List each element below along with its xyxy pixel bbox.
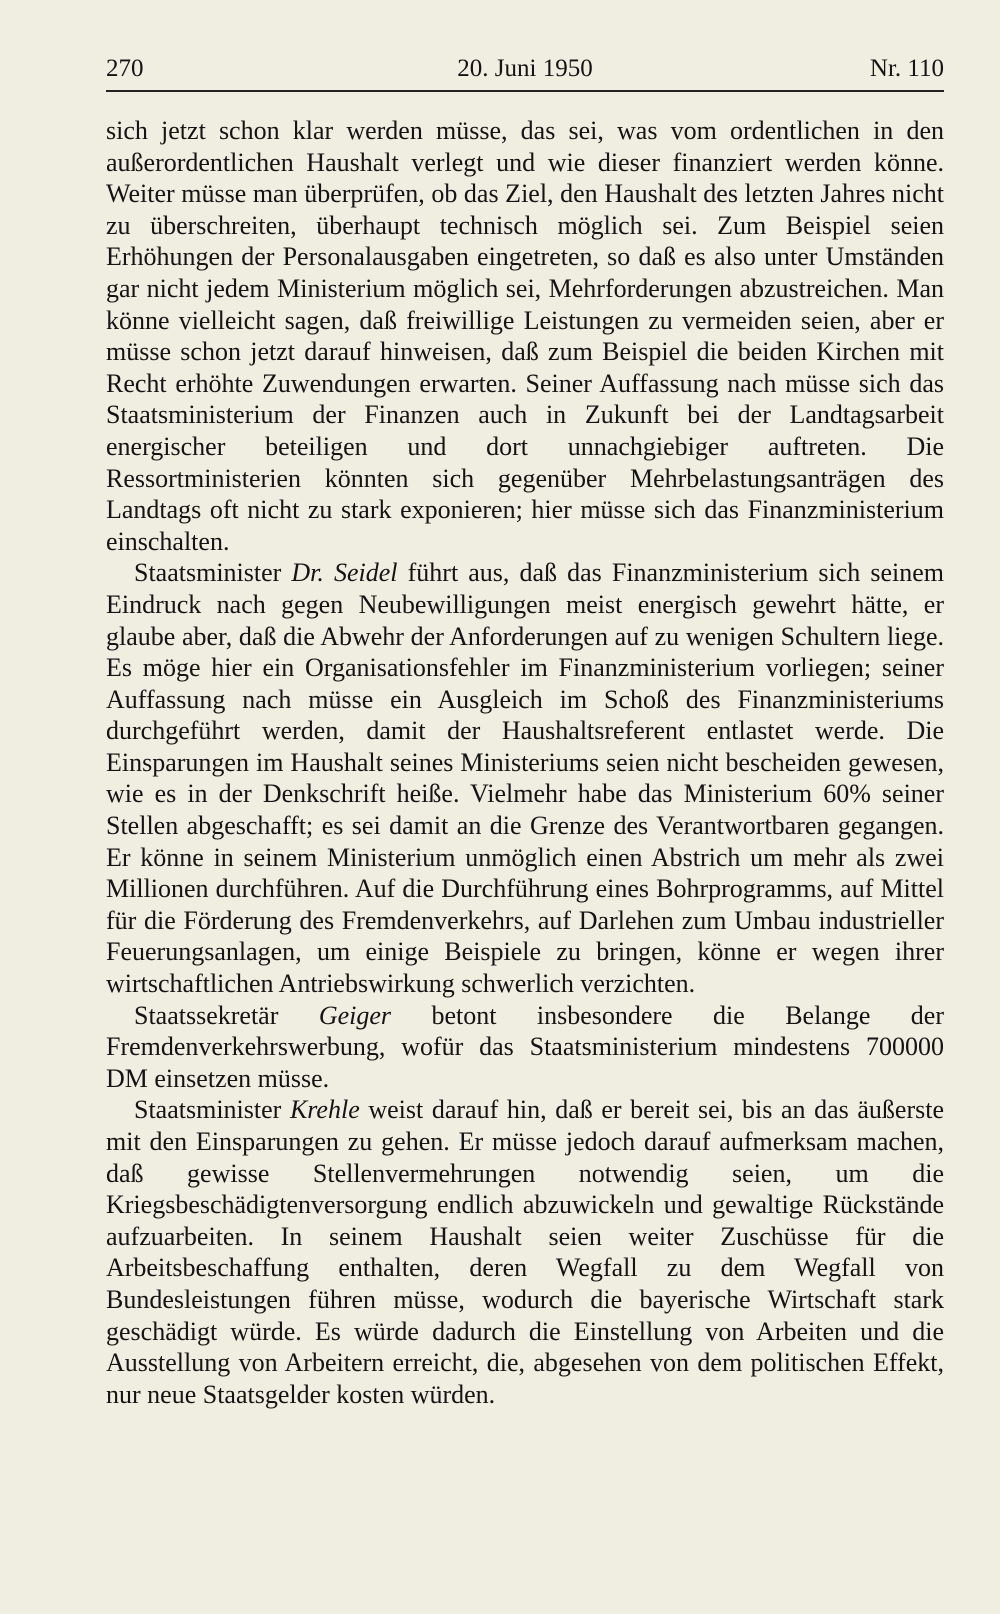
speaker-title: Staatsminister (134, 1095, 290, 1125)
page-number: 270 (106, 55, 144, 82)
speaker-title: Staatssekretär (134, 1000, 319, 1030)
paragraph-text: weist darauf hin, daß er bereit sei, bis an das äußerste mit den Einsparungen zu gehen. Er müsse jedoch darauf aufmerksam machen, daß gewisse Stellenvermehrungen notwendig seien, um die Kriegsbeschädigtenversorgung endlich abzuwickeln und gewaltige Rückstände aufzuarbeiten. In seinem Haushalt seien weiter Zuschüsse für die Arbeitsbeschaffung enthalten, deren Wegfall zu dem Wegfall von Bundesleistungen führen müsse, wodurch die bayerische Wirtschaft stark geschädigt würde. Es würde dadurch die Einstellung von Arbeiten und die Ausstellung von Arbeitern erreicht, die, abgesehen von dem politischen Effekt, nur neue Staatsgelder kosten würden. (106, 1095, 944, 1409)
paragraph-krehle (106, 1094, 944, 1410)
page-header (106, 50, 944, 92)
header-issue-number: Nr. 110 (869, 55, 944, 82)
header-date: 20. Juni 1950 (457, 55, 593, 82)
speaker-name: Krehle (289, 1095, 360, 1125)
paragraph-text: sich jetzt schon klar werden müsse, das sei, was vom ordentlichen in den außerordentlichen Haushalt verlegt und wie dieser finanziert werden könne. Weiter müsse man überprüfen, ob das Ziel, den Haushalt des letzten Jahres nicht zu überschreiten, überhaupt technisch möglich sei. Zum Beispiel seien Erhöhungen der Personalausgaben eingetreten, so daß es also unter Umständen gar nicht jedem Ministerium möglich sei, Mehrforderungen abzustreichen. Man könne vielleicht sagen, daß freiwillige Leistungen zu vermeiden seien, aber er müsse schon jetzt darauf hinweisen, daß zum Beispiel die beiden Kirchen mit Recht erhöhte Zuwendungen erwarten. Seiner Auffassung nach müsse sich das Staatsministerium der Finanzen auch in Zukunft bei der Landtagsarbeit energischer beteiligen und dort unnachgiebiger auftreten. Die Ressortministerien könnten sich gegenüber Mehrbelastungsanträgen des Landtags oft nicht zu stark exponieren; hier müsse sich das Finanzministerium einschalten. (106, 116, 944, 556)
paragraph-text: führt aus, daß das Finanzministerium sich seinem Eindruck nach gegen Neubewilligungen meist energisch gewehrt hätte, er glaube aber, daß die Abwehr der Anforderungen auf zu wenigen Schultern liege. Es möge hier ein Organisationsfehler im Finanzministerium vorliegen; seiner Auffassung nach müsse ein Ausgleich im Schoß des Finanzministeriums durchgeführt werden, damit der Haushaltsreferent entlastet werde. Die Einsparungen im Haushalt seines Ministeriums seien nicht bescheiden gewesen, wie es in der Denkschrift heiße. Vielmehr habe das Ministerium 60% seiner Stellen abgeschafft; es sei damit an die Grenze des Verantwortbaren gegangen. Er könne in seinem Ministerium unmöglich einen Abstrich um mehr als zwei Millionen durchführen. Auf die Durchführung eines Bohrprogramms, auf Mittel für die Förderung des Fremdenverkehrs, auf Darlehen zum Umbau industrieller Feuerungsanlagen, um einige Beispiele zu bringen, könne er wegen ihrer wirtschaftlichen Antriebswirkung schwerlich verzichten. (106, 558, 944, 999)
paragraph-text: betont insbesondere die Belange der Fremdenverkehrswerbung, wofür das Staatsministerium mindestens 700000 DM einsetzen müsse. (106, 1000, 944, 1093)
body-text (106, 115, 944, 1410)
speaker-name: Dr. Seidel (291, 558, 398, 588)
speaker-name: Geiger (318, 1000, 392, 1030)
speaker-title: Staatsminister (134, 558, 292, 588)
paragraph-continuation (106, 115, 944, 557)
paragraph-geiger (106, 1000, 944, 1095)
paragraph-seidel (106, 557, 944, 999)
